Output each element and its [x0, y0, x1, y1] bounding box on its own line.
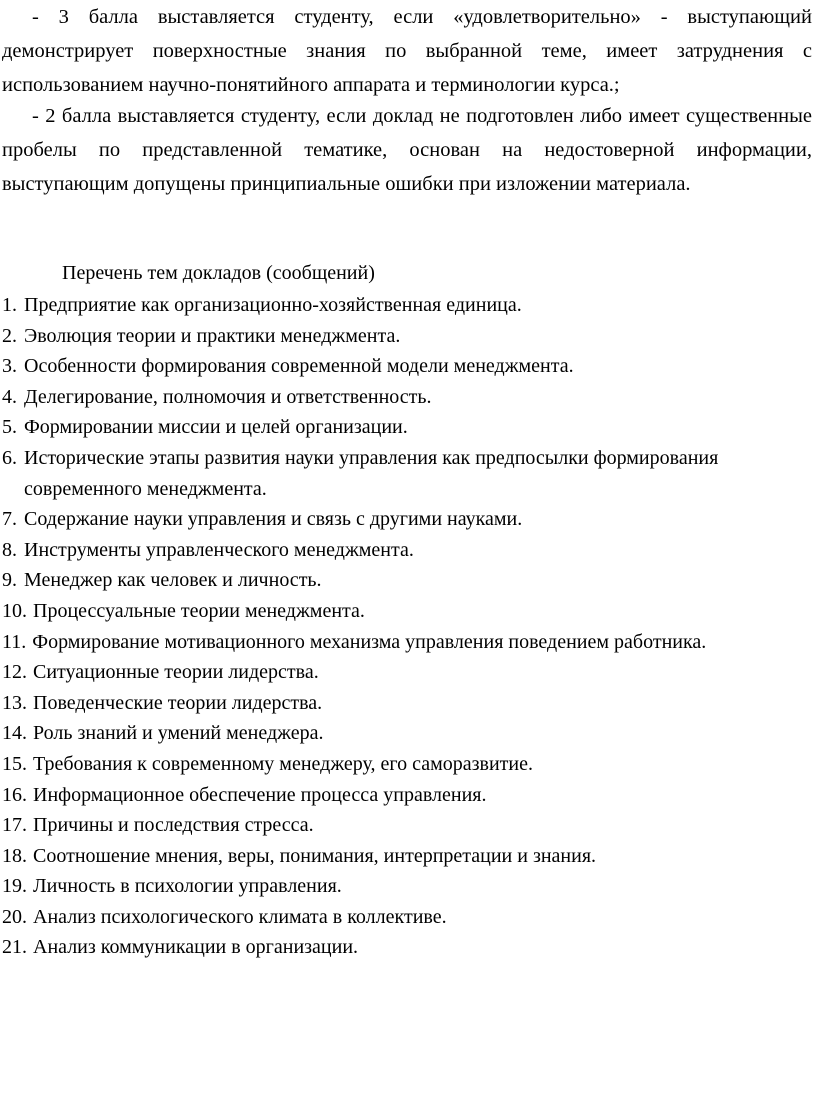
grading-paragraph-2-points: - 2 балла выставляется студенту, если доклад не подготовлен либо имеет существенные пробелы по представленной тематике, основан на недостоверной информации, выступающим допущены принципиальные ошибки при изложении материала. — [2, 105, 812, 195]
list-item-number: 14. — [2, 722, 27, 745]
list-item-number: 1. — [2, 294, 17, 316]
topic-list-title: Перечень тем докладов (сообщений) — [62, 262, 375, 284]
list-item-number: 21. — [2, 936, 27, 959]
list-item — [2, 871, 814, 902]
list-item-text: Личность в психологии управления. — [33, 875, 342, 898]
list-item-text: Соотношение мнения, веры, понимания, интерпретации и знания. — [33, 844, 597, 867]
list-item — [2, 718, 814, 749]
list-item — [2, 627, 814, 658]
list-item — [2, 780, 814, 811]
list-item-number: 4. — [2, 385, 17, 408]
list-item-text: Эволюция теории и практики менеджмента. — [24, 324, 401, 347]
list-item-number: 17. — [2, 814, 27, 837]
list-item-number: 10. — [2, 599, 27, 622]
list-item — [2, 290, 814, 321]
list-item-number: 6. — [2, 446, 17, 469]
list-item-text: Процессуальные теории менеджмента. — [33, 599, 365, 622]
list-item-text: Формировании миссии и целей организации. — [24, 416, 408, 439]
list-item-text: Содержание науки управления и связь с другими науками. — [24, 508, 523, 531]
list-item-text: Предприятие как организационно-хозяйственная единица. — [24, 294, 522, 316]
list-item-number: 13. — [2, 691, 27, 714]
list-item — [2, 657, 814, 688]
list-item-text: Менеджер как человек и личность. — [24, 569, 322, 592]
list-item — [2, 902, 814, 933]
list-item-number: 2. — [2, 324, 17, 347]
list-item-text: Роль знаний и умений менеджера. — [33, 722, 324, 745]
list-item-text: Поведенческие теории лидерства. — [33, 691, 323, 714]
list-item-text: Инструменты управленческого менеджмента. — [24, 538, 414, 561]
list-item-number: 11. — [2, 630, 27, 653]
list-item-text: Делегирование, полномочия и ответственность. — [24, 385, 432, 408]
list-item — [2, 932, 814, 963]
list-item-text: Информационное обеспечение процесса управления. — [33, 783, 487, 806]
list-item-text: Особенности формирования современной модели менеджмента. — [24, 355, 574, 378]
list-item-text: Причины и последствия стресса. — [33, 814, 314, 837]
list-item — [2, 596, 814, 627]
list-item — [2, 504, 814, 535]
list-item-number: 3. — [2, 355, 17, 378]
list-item-number: 5. — [2, 416, 17, 439]
list-item — [2, 535, 814, 566]
list-item-text: Исторические этапы развития науки управления как предпосылки формирования современного менеджмента. — [24, 446, 719, 500]
list-item — [2, 841, 814, 872]
list-item-text: Анализ психологического климата в коллективе. — [33, 905, 447, 928]
list-item — [2, 810, 814, 841]
list-item — [2, 688, 814, 719]
list-item-text: Формирование мотивационного механизма управления поведением работника. — [32, 630, 707, 653]
list-item — [2, 351, 814, 382]
list-item-number: 16. — [2, 783, 27, 806]
list-item-text: Анализ коммуникации в организации. — [33, 936, 359, 959]
list-item-number: 7. — [2, 508, 17, 531]
list-item-number: 12. — [2, 661, 27, 684]
grading-paragraph-3-points: - 3 балла выставляется студенту, если «удовлетворительно» - выступающий демонстрирует поверхностные знания по выбранной теме, имеет затруднения с использованием научно-понятийного аппарата и терминологии курса.; — [2, 6, 812, 96]
list-item — [2, 382, 814, 413]
list-item-number: 8. — [2, 538, 17, 561]
list-item — [2, 565, 814, 596]
list-item-number: 18. — [2, 844, 27, 867]
list-item-number: 20. — [2, 905, 27, 928]
list-item — [2, 412, 814, 443]
list-item — [2, 749, 814, 780]
list-item-text: Требования к современному менеджеру, его саморазвитие. — [33, 752, 533, 775]
list-item — [2, 321, 814, 352]
list-item — [2, 443, 814, 504]
list-item-number: 15. — [2, 752, 27, 775]
list-item-number: 19. — [2, 875, 27, 898]
list-item-text: Ситуационные теории лидерства. — [33, 661, 319, 684]
topic-list — [2, 290, 814, 963]
list-item-number: 9. — [2, 569, 17, 592]
